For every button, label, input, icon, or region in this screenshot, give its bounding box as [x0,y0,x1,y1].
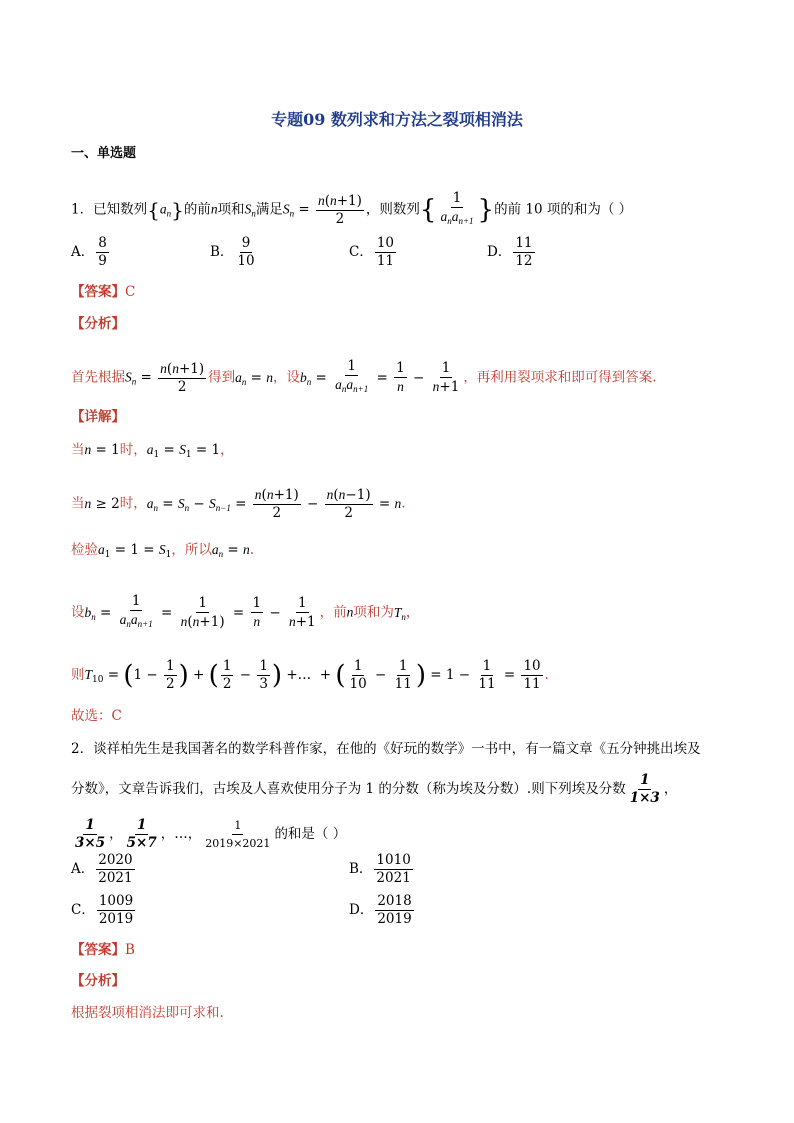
q2-answer: 【答案】B [71,942,135,958]
q2-stem-line3: $\frac{1}{3\times 5}$ ， $\frac{1}{5\times 7}$ ，…， $\frac{1}{2019\times 2021}$ 的和是（ ） [75,817,347,851]
q1-analysis: 首先根据$S_n$ = $\frac{n(n+1)}{2}$ 得到$a_n = n$，设$b_n$ = $\frac{1}{a_na_{n+1}}$ = $\frac{1}{n}$ − $\frac{1}{n+1}$ ，再利用裂项求和即可得到答案. [71,358,657,395]
q2-option-b: B． $\frac{1010}{2021}$ [349,852,411,886]
q1-detail-label: 【详解】 [71,409,125,425]
q2-option-a: A． $\frac{2020}{2021}$ [71,852,133,886]
q1-analysis-label: 【分析】 [71,316,125,332]
q1-option-b: B． $\frac{9}{10}$ [210,235,255,269]
q2-stem-line1: 2．谈祥柏先生是我国著名的数学科普作家，在他的《好玩的数学》一书中，有一篇文章《五分钟挑出埃及 [71,741,701,757]
q1-detail-line3: 检验$a_1 = 1 = S_1$，所以$a_n = n$. [71,542,255,560]
q1-option-c: C． $\frac{10}{11}$ [349,235,395,269]
q1-stem: 1．已知数列$\{a_n\}$的前n项和$S_n$满足$S_n$ = $\frac{n(n+1)}{2}$ ，则数列{ $\frac{1}{a_na_{n+1}}$ }的前 10 项的和为（ ） [71,190,633,227]
page-title: 专题09 数列求和方法之裂项相消法 [271,110,523,129]
q2-stem-line2: 分数》，文章告诉我们，古埃及人喜欢使用分子为 1 的分数（称为埃及分数）.则下列埃及分数 $\frac{1}{1\times 3}$ ， [71,772,678,806]
q1-answer: 【答案】C [71,284,136,300]
q1-option-a: A． $\frac{8}{9}$ [71,235,107,269]
section-heading: 一、单选题 [71,146,137,161]
q2-option-d: D． $\frac{2018}{2019}$ [349,893,412,927]
q2-analysis-label: 【分析】 [71,973,125,989]
q1-detail-line5: 则$T_{10} = (1$ − $\frac{1}{2}$ ) + ( $\frac{1}{2}$ − $\frac{1}{3}$ ) +… + ( $\frac{1}{10}$ − $\frac{1}{11}$ ) = 1 − $\frac{1}{11}$ = $\frac{10}{11}$ . [71,658,549,692]
q1-detail-line1: 当n = 1时，$a_1 = S_1 = 1$， [71,442,234,460]
q1-detail-line4: 设$b_n$ = $\frac{1}{a_na_{n+1}}$ = $\frac{1}{n(n+1)}$ = $\frac{1}{n}$ − $\frac{1}{n+1}$ ，前n项和为$T_n$， [71,593,420,630]
q1-detail-line2: 当n ≥ 2时，$a_n = S_n - S_{n-1}$ = $\frac{n(n+1)}{2}$ − $\frac{n(n-1)}{2}$ = n. [71,487,406,521]
q2-option-c: C． $\frac{1009}{2019}$ [71,893,134,927]
q2-analysis: 根据裂项相消法即可求和. [71,1005,224,1021]
q1-choose: 故选：C [71,708,122,724]
q1-option-d: D． $\frac{11}{12}$ [487,235,533,269]
